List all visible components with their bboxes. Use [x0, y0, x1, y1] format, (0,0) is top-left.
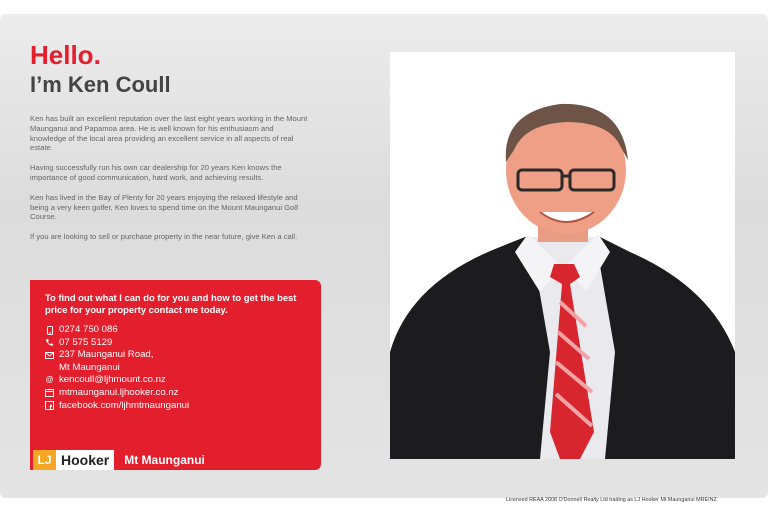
brand-logo	[30, 450, 205, 470]
agent-name: I’m Ken Coull	[30, 72, 171, 97]
mobile-row	[44, 324, 189, 337]
email-row	[44, 374, 189, 387]
bio-paragraph: Ken has lived in the Bay of Plenty for 20 years enjoying the relaxed lifestyle and being a very keen golfer, Ken loves to spend time on the Mount Maunganui Golf Course.	[30, 192, 299, 222]
website-link[interactable]: mtmaunganui.ljhooker.co.nz	[59, 386, 179, 398]
website-row	[44, 387, 189, 400]
agent-portrait-photo	[390, 52, 735, 459]
license-footer: Licensed REAA 2008 O'Donnell Realty Ltd trading as LJ Hooker Mt Maunganui MREINZ	[506, 497, 717, 503]
contact-list	[44, 324, 189, 412]
phone-row	[44, 337, 189, 350]
phone-number[interactable]: 07 575 5129	[59, 336, 113, 348]
office-name: Mt Maunganui	[124, 453, 205, 467]
mobile-phone-icon	[44, 324, 55, 337]
bio-paragraph: Having successfully run his own car dealership for 20 years Ken knows the importance of good communication, hard work, and achieving results.	[30, 163, 282, 182]
address-line-2: Mt Maunganui	[59, 361, 120, 373]
contact-card	[30, 280, 321, 470]
logo-lj-mark: LJ	[33, 450, 56, 470]
address	[59, 349, 153, 374]
logo-hooker-wordmark: Hooker	[56, 450, 114, 470]
email-link[interactable]: kencoull@ljhmount.co.nz	[59, 374, 166, 386]
contact-cta: To find out what I can do for you and how to get the best price for your property contact me today.	[45, 292, 297, 315]
bio-paragraph: Ken has built an excellent reputation over the last eight years working in the Mount Maunganui and Papamoa area. He is well known for his enthusiasm and knowledge of the local area providing an excellent service in all aspects of real estate.	[30, 114, 308, 153]
address-row	[44, 349, 189, 374]
address-line-1: 237 Maunganui Road,	[59, 349, 154, 361]
mail-address-icon	[44, 349, 55, 362]
bio-text	[30, 114, 308, 252]
website-icon	[44, 387, 55, 400]
phone-icon	[44, 337, 55, 350]
facebook-link[interactable]: facebook.com/ljhmtmaunganui	[59, 399, 190, 411]
bio-paragraph: If you are looking to sell or purchase property in the near future, give Ken a call.	[30, 232, 298, 242]
greeting-heading: Hello.	[30, 40, 101, 70]
facebook-row	[44, 400, 189, 413]
portrait-illustration	[390, 52, 735, 459]
facebook-icon	[44, 400, 55, 413]
mobile-number[interactable]: 0274 750 086	[59, 324, 118, 335]
at-icon: @	[45, 375, 54, 385]
